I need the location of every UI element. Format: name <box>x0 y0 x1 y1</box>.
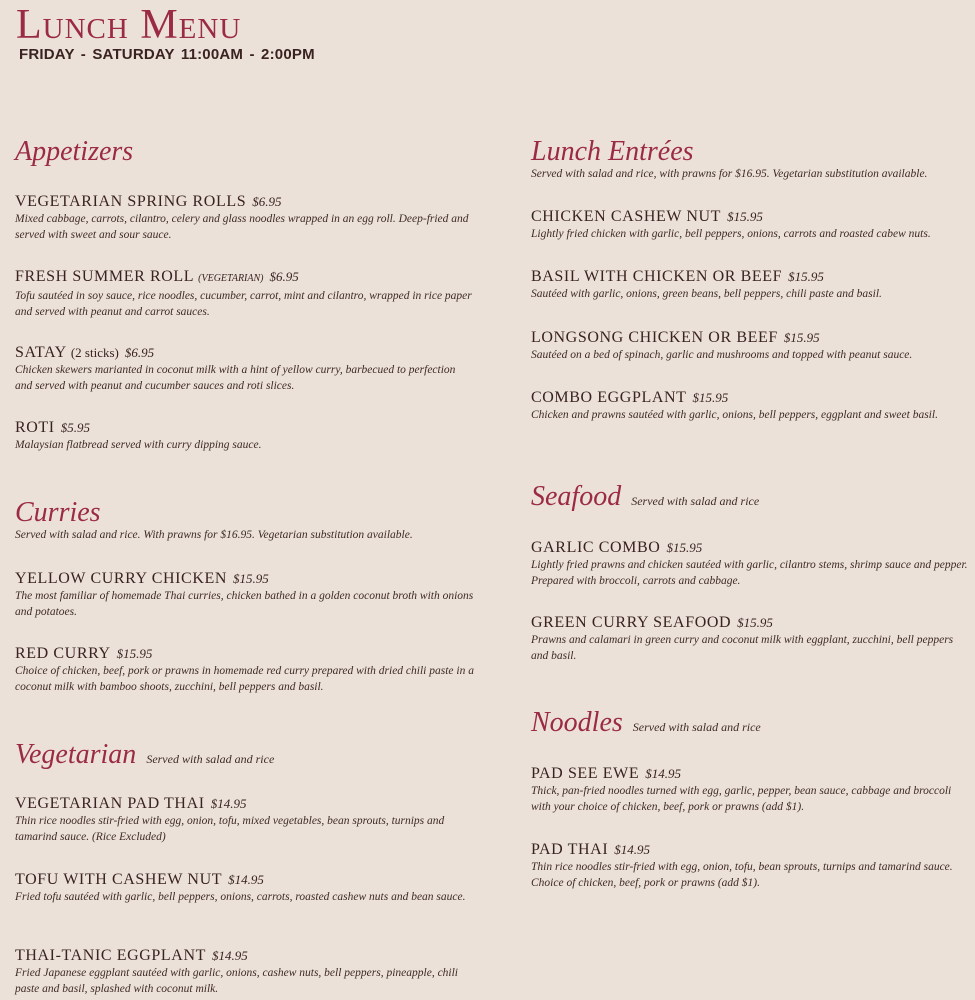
item-price: $15.95 <box>727 209 763 224</box>
item-description: Lightly fried chicken with garlic, bell peppers, onions, carrots and roasted cabew nuts. <box>531 228 931 240</box>
menu-title: Lunch Menu <box>16 2 242 48</box>
item-description: Tofu sautéed in soy sauce, rice noodles, cucumber, carrot, mint and cilantro, wrapped in rice paper and served with peanut and carrot sauces. <box>15 290 472 318</box>
item-name: RED CURRY <box>15 645 111 662</box>
menu-item <box>15 645 475 695</box>
menu-item <box>15 795 475 845</box>
item-description: Thick, pan-fried noodles turned with egg, garlic, pepper, bean sauce, cabbage and broccoli with your choice of chicken, beef, pork or prawns (add $1). <box>531 785 952 813</box>
menu-item <box>15 268 475 320</box>
menu-item <box>531 765 966 815</box>
item-price: $6.95 <box>124 345 155 360</box>
item-name: ROTI <box>15 419 55 436</box>
menu-hours: FRIDAY - SATURDAY 11:00AM - 2:00PM <box>19 46 315 63</box>
section-title: Lunch Entrées <box>531 136 694 167</box>
section-lunch-entrees <box>531 136 971 421</box>
menu-item <box>531 208 971 243</box>
item-name: PAD THAI <box>531 841 609 858</box>
menu-item <box>15 570 475 620</box>
item-name: YELLOW CURRY CHICKEN <box>15 570 227 587</box>
item-price: $14.95 <box>614 842 651 857</box>
item-price: $14.95 <box>211 948 248 963</box>
item-price: $15.95 <box>692 390 729 405</box>
item-quantity: (2 sticks) <box>70 345 119 360</box>
item-price: $14.95 <box>210 796 247 811</box>
item-name: BASIL WITH CHICKEN OR BEEF <box>531 268 783 285</box>
item-price: $15.95 <box>783 330 820 345</box>
menu-item <box>531 614 971 664</box>
section-subtitle: Served with salad and rice. With prawns for $16.95. Vegetarian substitution available. <box>15 529 413 541</box>
item-description: Thin rice noodles stir-fried with egg, onion, tofu, mixed vegetables, bean sprouts, turnips and tamarind sauce. (Rice Excluded) <box>15 815 445 843</box>
item-name: COMBO EGGPLANT <box>531 389 687 406</box>
item-price: $15.95 <box>116 646 153 661</box>
section-title: Appetizers <box>15 136 134 167</box>
item-description: Sautéed with garlic, onions, green beans, bell peppers, chili paste and basil. <box>531 288 882 300</box>
item-price: $6.95 <box>252 194 282 209</box>
section-seafood <box>531 481 971 662</box>
item-description: The most familiar of homemade Thai curries, chicken bathed in a golden coconut broth with onions and potatoes. <box>15 590 474 618</box>
menu-item <box>531 268 971 303</box>
item-description: Lightly fried prawns and chicken sautéed with garlic, cilantro stems, shrimp sauce and pepper. Prepared with broccoli, carrots and cabbage. <box>531 559 968 587</box>
section-title: Seafood <box>531 481 622 512</box>
item-name: LONGSONG CHICKEN OR BEEF <box>531 329 778 346</box>
menu-item <box>531 329 971 364</box>
item-price: $15.95 <box>737 615 773 630</box>
section-title: Noodles <box>531 707 623 738</box>
item-name: CHICKEN CASHEW NUT <box>531 208 722 225</box>
section-subtitle: Served with salad and rice, with prawns for $16.95. Vegetarian substitution available. <box>531 168 928 180</box>
menu-item <box>15 419 475 454</box>
menu-item <box>15 193 475 243</box>
section-title: Vegetarian <box>15 739 137 770</box>
item-description: Choice of chicken, beef, pork or prawns in homemade red curry prepared with dried chili paste in a coconut milk with bamboo shoots, zucchini, bell peppers and basil. <box>15 665 474 693</box>
item-name: VEGETARIAN PAD THAI <box>15 795 205 812</box>
item-description: Chicken skewers marianted in coconut milk with a hint of yellow curry, barbecued to perfection and served with peanut and cucumber sauces and roti slices. <box>15 364 456 392</box>
section-noodles <box>531 707 971 889</box>
section-vegetarian <box>15 739 485 995</box>
item-name: VEGETARIAN SPRING ROLLS <box>15 193 247 210</box>
item-description: Malaysian flatbread served with curry dipping sauce. <box>15 439 262 451</box>
item-name: SATAY <box>15 344 67 361</box>
item-price: $15.95 <box>788 269 824 284</box>
item-description: Thin rice noodles stir-fried with egg, onion, tofu, bean sprouts, turnips and tamarind sauce. Choice of chicken, beef, pork or prawns (add $1). <box>531 861 953 889</box>
item-price: $14.95 <box>645 766 681 781</box>
menu-item <box>15 947 475 997</box>
item-price: $15.95 <box>666 540 703 555</box>
item-price: $6.95 <box>269 269 299 284</box>
item-name: TOFU WITH CASHEW NUT <box>15 871 223 888</box>
menu-item <box>531 389 971 424</box>
item-name: FRESH SUMMER ROLL <box>15 268 194 285</box>
section-note: Served with salad and rice <box>631 494 760 508</box>
section-title: Curries <box>15 497 101 528</box>
menu-item <box>15 344 475 394</box>
section-appetizers <box>15 136 485 451</box>
item-description: Fried tofu sautéed with garlic, bell peppers, onions, carrots, roasted cashew nuts and bean sauce. <box>15 891 466 903</box>
item-name: GARLIC COMBO <box>531 539 661 556</box>
section-note: Served with salad and rice <box>632 720 761 734</box>
item-description: Mixed cabbage, carrots, cilantro, celery and glass noodles wrapped in an egg roll. Deep-fried and served with sweet and sour sauce. <box>15 213 469 241</box>
item-tag: (VEGETARIAN) <box>198 273 264 284</box>
item-price: $5.95 <box>60 420 90 435</box>
item-description: Chicken and prawns sautéed with garlic, onions, bell peppers, eggplant and sweet basil. <box>531 409 938 421</box>
section-note: Served with salad and rice <box>146 752 275 766</box>
item-price: $14.95 <box>228 872 264 887</box>
item-description: Prawns and calamari in green curry and coconut milk with eggplant, zucchini, bell peppers and basil. <box>531 634 954 662</box>
section-curries <box>15 497 485 693</box>
item-name: GREEN CURRY SEAFOOD <box>531 614 732 631</box>
menu-item <box>15 871 475 906</box>
item-price: $15.95 <box>233 571 269 586</box>
menu-item <box>531 539 971 589</box>
menu-item <box>531 841 966 891</box>
item-description: Fried Japanese eggplant sautéed with garlic, onions, cashew nuts, bell peppers, pineapple, chili paste and basil, splashed with coconut milk. <box>15 967 459 995</box>
item-name: THAI-TANIC EGGPLANT <box>15 947 206 964</box>
item-description: Sautéed on a bed of spinach, garlic and mushrooms and topped with peanut sauce. <box>531 349 913 361</box>
item-name: PAD SEE EWE <box>531 765 640 782</box>
